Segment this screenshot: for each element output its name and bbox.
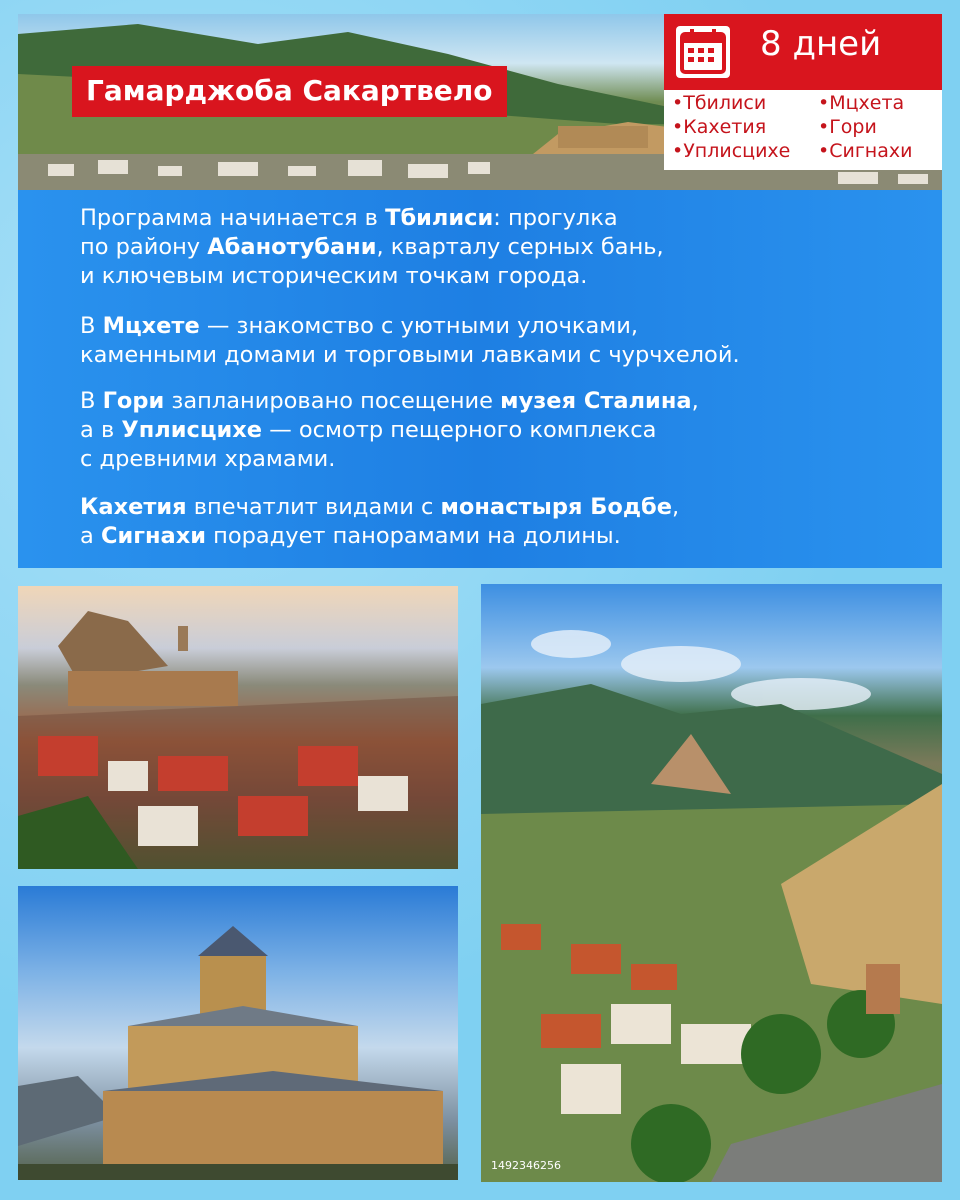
city-item: •Мцхета [818, 92, 905, 114]
paragraph-kakheti: Кахетия впечатлит видами с монастыря Бодбе, а Сигнахи порадует панорамами на долины. [80, 494, 680, 549]
duration-label: 8 дней [760, 24, 882, 64]
photo-svetitskhoveli-cathedral [18, 886, 458, 1180]
city-item: •Уплисцихе [672, 140, 791, 162]
calendar-icon [676, 26, 730, 78]
title-banner [72, 66, 507, 117]
tour-title: Гамарджоба Сакартвело [86, 74, 493, 107]
city-item: •Кахетия [672, 116, 767, 138]
cities-list [664, 90, 942, 170]
program-panel [18, 190, 942, 568]
city-item: •Сигнахи [818, 140, 913, 162]
city-item: •Тбилиси [672, 92, 767, 114]
stock-image-id: 1492346256 [491, 1159, 561, 1172]
paragraph-gori: В Гори запланировано посещение музея Сталина, а в Уплисцихе — осмотр пещерного комплекса с древними храмами. [80, 388, 699, 472]
city-item: •Гори [818, 116, 877, 138]
paragraph-tbilisi: Программа начинается в Тбилиси: прогулка по району Абанотубани, кварталу серных бань, и ключевым историческим точкам города. [80, 205, 664, 289]
photo-gori-panorama [481, 584, 942, 1182]
paragraph-mtskheta: В Мцхете — знакомство с уютными улочками, каменными домами и торговыми лавками с чурчхелой. [80, 313, 740, 368]
duration-banner [664, 14, 942, 90]
photo-tbilisi-old-town [18, 586, 458, 869]
